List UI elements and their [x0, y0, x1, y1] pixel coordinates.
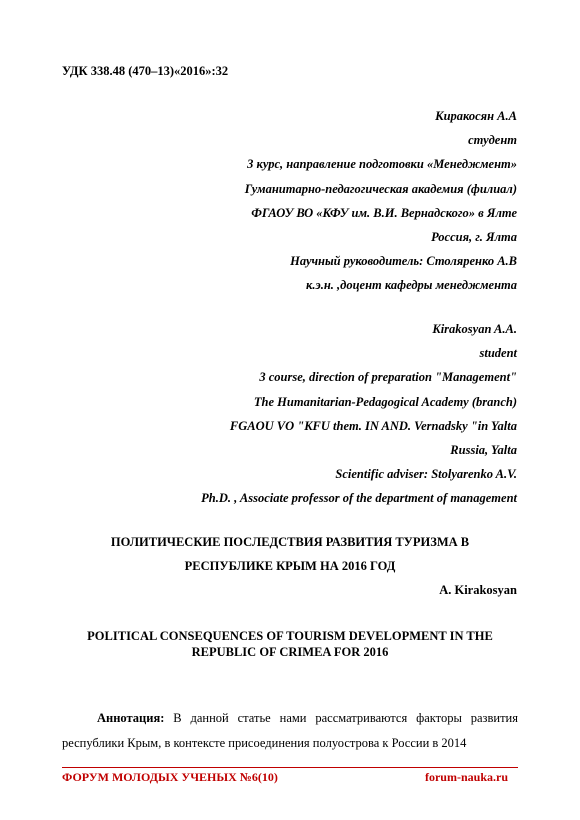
footer-journal-name: ФОРУМ МОЛОДЫХ УЧЕНЫХ №6(10) [62, 770, 278, 784]
author-location-ru: Россия, г. Ялта [431, 229, 517, 244]
article-title-ru-line2: РЕСПУБЛИКЕ КРЫМ НА 2016 ГОД [184, 559, 396, 573]
article-title-en-line1: POLITICAL CONSEQUENCES OF TOURISM DEVELOPMENT IN THE [87, 629, 493, 643]
author-university-ru: ФГАОУ ВО «КФУ им. В.И. Вернадского» в Ялте [251, 205, 517, 220]
author-course-ru: 3 курс, направление подготовки «Менеджмент» [247, 157, 517, 172]
author-short-en: A. Kirakosyan [439, 583, 517, 597]
adviser-en: Scientific adviser: Stolyarenko A.V. [335, 467, 517, 482]
abstract-label: Аннотация: [97, 711, 165, 725]
author-status-ru: студент [468, 133, 517, 148]
adviser-ru: Научный руководитель: Столяренко А.В [290, 254, 517, 269]
abstract-paragraph [62, 706, 518, 756]
adviser-position-en: Ph.D. , Associate professor of the department of management [201, 491, 517, 506]
article-title-en [62, 628, 518, 660]
author-academy-en: The Humanitarian-Pedagogical Academy (branch) [253, 394, 517, 409]
article-title-en-line2: REPUBLIC OF CRIMEA FOR 2016 [191, 645, 389, 659]
author-info-en [201, 317, 517, 511]
author-name-ru: Киракосян А.А [435, 109, 517, 123]
adviser-position-ru: к.э.н. ,доцент кафедры менеджмента [306, 278, 517, 293]
udk-code: УДК 338.48 (470–13)«2016»:32 [62, 64, 229, 78]
article-title-ru-line1: ПОЛИТИЧЕСКИЕ ПОСЛЕДСТВИЯ РАЗВИТИЯ ТУРИЗМА В [110, 535, 470, 549]
author-location-en: Russia, Yalta [450, 442, 517, 457]
author-name-en: Kirakosyan A.A. [432, 322, 517, 336]
footer-website: forum-nauka.ru [424, 770, 508, 784]
article-title-ru [62, 530, 518, 578]
author-status-en: student [479, 346, 517, 361]
author-academy-ru: Гуманитарно-педагогическая академия (филиал) [244, 181, 517, 196]
abstract-text: В данной статье нами рассматриваются факторы развития республики Крым, в контексте присоединения полуострова к России в 2014 [62, 711, 518, 750]
author-course-en: 3 course, direction of preparation "Management" [259, 370, 517, 385]
footer-divider [62, 767, 518, 768]
author-info-ru [245, 104, 517, 298]
abstract [62, 706, 518, 756]
author-university-en: FGAOU VO "KFU them. IN AND. Vernadsky "in Yalta [229, 418, 517, 433]
